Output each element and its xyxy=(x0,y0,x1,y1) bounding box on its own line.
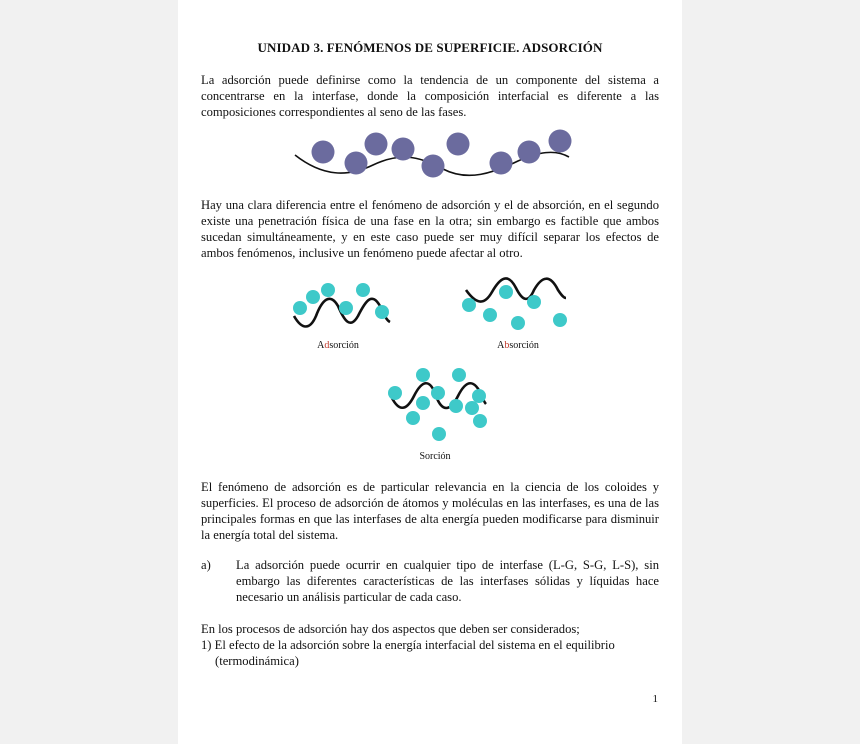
molecule xyxy=(452,368,466,382)
molecule xyxy=(339,301,353,315)
particle xyxy=(518,141,541,164)
particle xyxy=(392,138,415,161)
molecule xyxy=(472,389,486,403)
molecule xyxy=(306,290,320,304)
adsorption-illustration xyxy=(290,278,394,334)
particle xyxy=(549,130,572,153)
molecule xyxy=(483,308,497,322)
molecule xyxy=(449,399,463,413)
molecule xyxy=(388,386,402,400)
particle xyxy=(345,152,368,175)
molecule xyxy=(473,414,487,428)
adsorption-caption: Adsorción xyxy=(317,340,359,351)
sorption-caption: Sorción xyxy=(419,451,451,462)
molecule xyxy=(375,305,389,319)
page-number: 1 xyxy=(652,693,658,705)
molecule xyxy=(511,316,525,330)
molecule xyxy=(431,386,445,400)
molecule xyxy=(321,283,335,297)
figure-interface-adsorption xyxy=(293,127,571,179)
particle xyxy=(312,141,335,164)
particle xyxy=(422,155,445,178)
point-1-continuation: (termodinámica) xyxy=(215,654,299,668)
paragraph-relevance: El fenómeno de adsorción es de particular relevancia en la ciencia de los coloides y superficies. El proceso de adsorción de átomos y moléculas en las interfases, es una de las principales formas en que las interfases de alta energía pueden modificarse para disminuir la energía total del sistema. xyxy=(201,480,659,542)
point-1: 1) El efecto de la adsorción sobre la energía interfacial del sistema en el equilibrio xyxy=(201,638,615,652)
paragraph-difference: Hay una clara diferencia entre el fenómeno de adsorción y el de absorción, en el segundo existe una penetración física de una fase en la otra; sin embargo es factible que ambos sucedan simultáneamente, y en este caso puede ser muy difícil separar los efectos de ambos fenómenos, inclusive un fenómeno puede afectar al otro. xyxy=(201,198,659,260)
molecule xyxy=(499,285,513,299)
molecule xyxy=(462,298,476,312)
particle xyxy=(490,152,513,175)
molecule xyxy=(416,368,430,382)
particle xyxy=(365,133,388,156)
paragraph-aspects: En los procesos de adsorción hay dos aspectos que deben ser considerados; xyxy=(201,622,580,636)
absorption-caption: Absorción xyxy=(497,340,539,351)
interface-adsorption-illustration xyxy=(293,127,571,179)
list-item-a: La adsorción puede ocurrir en cualquier tipo de interfase (L-G, S-G, L-S), sin embargo las diferentes características de las interfases sólidas y líquidas hace necesario un análisis particular de cada caso. xyxy=(236,558,659,604)
molecule xyxy=(553,313,567,327)
particle xyxy=(447,133,470,156)
molecule xyxy=(527,295,541,309)
paragraph-definition: La adsorción puede definirse como la tendencia de un componente del sistema a concentrarse en la interfase, donde la composición interfacial es diferente a las composiciones correspondientes al seno de las fases. xyxy=(201,73,659,119)
molecule xyxy=(293,301,307,315)
list-marker-a: a) xyxy=(201,558,211,572)
sorption-illustration xyxy=(386,364,490,444)
document-page xyxy=(178,0,682,744)
molecule xyxy=(465,401,479,415)
page-title: UNIDAD 3. FENÓMENOS DE SUPERFICIE. ADSORCIÓN xyxy=(257,40,603,55)
molecule xyxy=(432,427,446,441)
absorption-illustration xyxy=(460,270,570,334)
molecule xyxy=(416,396,430,410)
molecule xyxy=(356,283,370,297)
molecule xyxy=(406,411,420,425)
